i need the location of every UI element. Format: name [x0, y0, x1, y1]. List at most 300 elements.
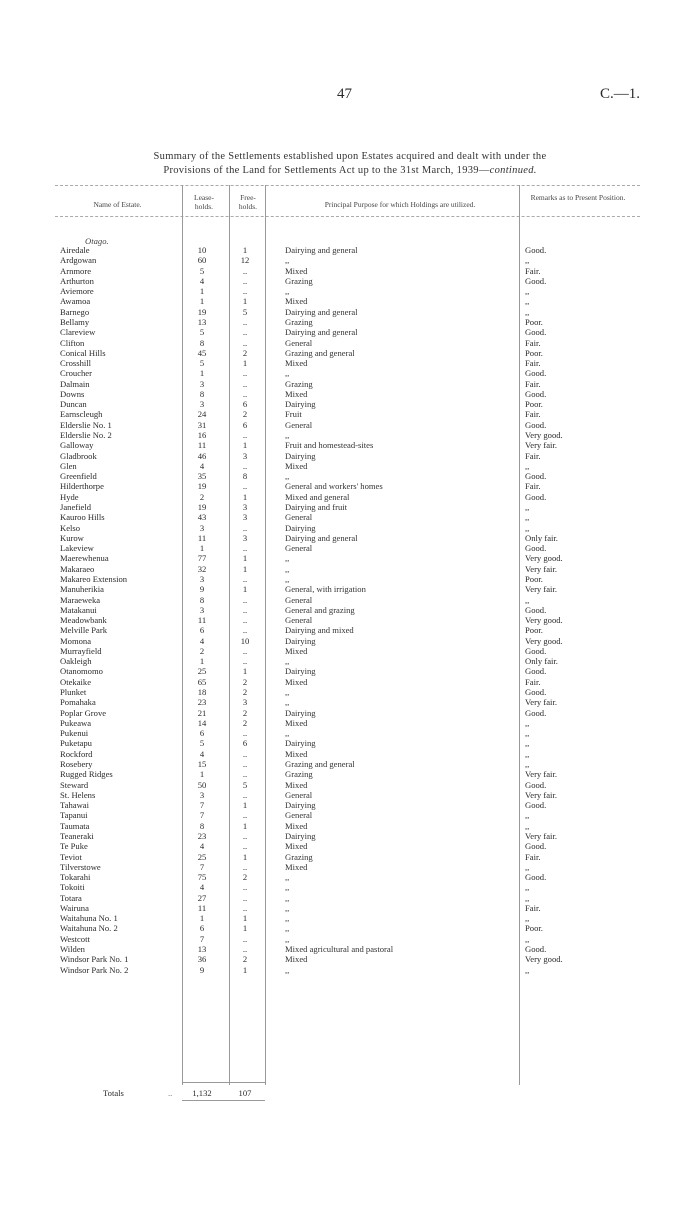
- leaseholds: 7: [199, 800, 205, 811]
- freeholds: 2: [242, 347, 248, 358]
- purpose: General: [285, 543, 313, 554]
- purpose: Mixed: [285, 676, 308, 687]
- estate-name: Duncan: [60, 399, 87, 410]
- leaseholds: 18: [197, 687, 207, 698]
- purpose: Dairying: [285, 522, 316, 533]
- leaseholds: 4: [199, 275, 205, 286]
- totals-rule: [182, 1082, 265, 1083]
- leaseholds: 75: [197, 872, 207, 883]
- table-row: [0, 656, 700, 666]
- table-row: [0, 451, 700, 461]
- remarks: Good.: [525, 687, 547, 698]
- estate-name: Earnscleugh: [60, 409, 103, 420]
- freeholds: 1: [242, 563, 248, 574]
- estate-name: Elderslie No. 1: [60, 419, 112, 430]
- purpose: Dairying: [285, 450, 316, 461]
- estate-name: Croucher: [60, 368, 92, 379]
- purpose: ,,: [285, 255, 290, 266]
- freeholds: 12: [240, 255, 250, 266]
- purpose: Mixed: [285, 265, 308, 276]
- purpose: Dairying: [285, 635, 316, 646]
- table-row: [0, 327, 700, 337]
- table-row: [0, 440, 700, 450]
- table-row: [0, 913, 700, 923]
- estate-name: Elderslie No. 2: [60, 430, 112, 441]
- table-row: [0, 543, 700, 553]
- freeholds: ..: [242, 368, 248, 379]
- table-row: [0, 831, 700, 841]
- remarks: Very good.: [525, 430, 563, 441]
- leaseholds: 8: [199, 337, 205, 348]
- purpose: Mixed: [285, 358, 308, 369]
- table-row: [0, 646, 700, 656]
- leaseholds: 7: [199, 861, 205, 872]
- freeholds: ..: [242, 933, 248, 944]
- leaseholds: 3: [199, 789, 205, 800]
- estate-name: Westcott: [60, 933, 90, 944]
- table-row: [0, 872, 700, 882]
- purpose: General: [285, 594, 313, 605]
- leaseholds: 3: [199, 378, 205, 389]
- table-row: [0, 687, 700, 697]
- remarks: ,,: [525, 460, 530, 471]
- page-number: 47: [337, 86, 352, 102]
- table-row: [0, 749, 700, 759]
- freeholds: ..: [242, 286, 248, 297]
- table-row: [0, 605, 700, 615]
- leaseholds: 1: [199, 286, 205, 297]
- purpose: ,,: [285, 656, 290, 667]
- purpose: Grazing and general: [285, 347, 355, 358]
- purpose: Dairying and general: [285, 532, 358, 543]
- freeholds: ..: [242, 378, 248, 389]
- estate-name: Otekaike: [60, 676, 92, 687]
- table-row: [0, 481, 700, 491]
- purpose: ,,: [285, 471, 290, 482]
- purpose: ,,: [285, 697, 290, 708]
- purpose: Mixed: [285, 841, 308, 852]
- leaseholds: 4: [199, 460, 205, 471]
- leaseholds: 16: [197, 430, 207, 441]
- remarks: ,,: [525, 502, 530, 512]
- table-row: [0, 841, 700, 851]
- table-row: [0, 759, 700, 769]
- table-row: [0, 409, 700, 419]
- freeholds: ..: [242, 861, 248, 872]
- header-name: Name of Estate.: [93, 200, 142, 209]
- remarks: Good.: [525, 944, 547, 955]
- freeholds: ..: [242, 430, 248, 441]
- table-row: [0, 718, 700, 728]
- freeholds: ..: [242, 830, 248, 841]
- estate-name: Oakleigh: [60, 656, 92, 667]
- purpose: Mixed: [285, 779, 308, 790]
- remarks: Good.: [525, 841, 547, 852]
- purpose: ,,: [285, 563, 290, 574]
- leaseholds: 19: [197, 306, 207, 317]
- table-row: [0, 574, 700, 584]
- table-row: [0, 512, 700, 522]
- leaseholds: 11: [197, 532, 207, 543]
- freeholds: 1: [242, 913, 248, 924]
- table-row: [0, 338, 700, 348]
- table-row: [0, 615, 700, 625]
- remarks: Good.: [525, 275, 547, 286]
- table-title: [40, 150, 660, 178]
- remarks: Good.: [525, 645, 547, 656]
- estate-name: Pukenui: [60, 728, 89, 739]
- header-freeholds: Free-holds.: [238, 193, 258, 211]
- freeholds: 6: [242, 419, 248, 430]
- leaseholds: 6: [199, 625, 205, 636]
- estate-name: Tahawai: [60, 800, 89, 811]
- freeholds: 2: [242, 707, 248, 718]
- freeholds: 10: [240, 635, 250, 646]
- estate-name: Conical Hills: [60, 347, 106, 358]
- remarks: Very good.: [525, 615, 563, 626]
- leaseholds: 1: [199, 296, 205, 307]
- table-row: [0, 389, 700, 399]
- purpose: Grazing: [285, 851, 313, 862]
- leaseholds: 4: [199, 841, 205, 852]
- leaseholds: 50: [197, 779, 207, 790]
- freeholds: ..: [242, 604, 248, 615]
- freeholds: 1: [242, 923, 248, 934]
- estate-name: Downs: [60, 388, 85, 399]
- table-row: [0, 317, 700, 327]
- estate-name: Kelso: [60, 522, 81, 533]
- estate-name: Lakeview: [60, 543, 94, 554]
- purpose: Grazing: [285, 378, 313, 389]
- remarks: Very fair.: [525, 584, 557, 595]
- leaseholds: 77: [197, 553, 207, 564]
- freeholds: ..: [242, 892, 248, 903]
- remarks: Fair.: [525, 378, 541, 389]
- estate-name: Plunket: [60, 687, 87, 698]
- remarks: ,,: [525, 892, 530, 903]
- table-row: [0, 852, 700, 862]
- leaseholds: 35: [197, 471, 207, 482]
- table-row: [0, 533, 700, 543]
- freeholds: ..: [242, 841, 248, 852]
- freeholds: ..: [242, 944, 248, 955]
- leaseholds: 1: [199, 543, 205, 554]
- estate-name: Clifton: [60, 337, 85, 348]
- purpose: ,,: [285, 728, 290, 739]
- remarks: ,,: [525, 728, 530, 739]
- table-row: [0, 358, 700, 368]
- freeholds: ..: [242, 769, 248, 780]
- freeholds: ..: [242, 615, 248, 626]
- purpose: Dairying and fruit: [285, 502, 348, 512]
- section-label: Otago.: [85, 236, 109, 246]
- table-row: [0, 266, 700, 276]
- freeholds: 2: [242, 872, 248, 883]
- freeholds: 6: [242, 738, 248, 749]
- freeholds: 1: [242, 964, 248, 975]
- table-row: [0, 430, 700, 440]
- purpose: Dairying and general: [285, 245, 358, 255]
- purpose: General and grazing: [285, 604, 355, 615]
- totals-leaseholds: 1,132: [192, 1088, 212, 1098]
- estate-name: Wairuna: [60, 902, 89, 913]
- remarks: ,,: [525, 717, 530, 728]
- freeholds: ..: [242, 810, 248, 821]
- purpose: Dairying: [285, 738, 316, 749]
- leaseholds: 32: [197, 563, 207, 574]
- remarks: Fair.: [525, 851, 541, 862]
- remarks: ,,: [525, 748, 530, 759]
- estate-name: Maraeweka: [60, 594, 101, 605]
- freeholds: 2: [242, 954, 248, 965]
- remarks: Fair.: [525, 902, 541, 913]
- purpose: Grazing and general: [285, 759, 355, 769]
- purpose: ,,: [285, 882, 290, 893]
- freeholds: ..: [242, 388, 248, 399]
- remarks: Good.: [525, 666, 547, 677]
- purpose: ,,: [285, 892, 290, 903]
- estate-name: Waitahuna No. 1: [60, 913, 118, 924]
- freeholds: 1: [242, 820, 248, 831]
- purpose: Mixed: [285, 645, 308, 656]
- table-row: [0, 697, 700, 707]
- table-row: [0, 595, 700, 605]
- freeholds: 5: [242, 779, 248, 790]
- leaseholds: 3: [199, 573, 205, 584]
- remarks: Very fair.: [525, 697, 557, 708]
- purpose: Grazing: [285, 316, 313, 327]
- purpose: General: [285, 615, 313, 626]
- table-row: [0, 584, 700, 594]
- remarks: Good.: [525, 388, 547, 399]
- freeholds: ..: [242, 656, 248, 667]
- freeholds: ..: [242, 748, 248, 759]
- leaseholds: 4: [199, 748, 205, 759]
- table-row: [0, 954, 700, 964]
- remarks: Poor.: [525, 573, 543, 584]
- leaseholds: 7: [199, 933, 205, 944]
- purpose: Mixed: [285, 460, 308, 471]
- estate-name: Arnmore: [60, 265, 92, 276]
- purpose: ,,: [285, 902, 290, 913]
- table-row: [0, 286, 700, 296]
- estate-name: Kurow: [60, 532, 84, 543]
- freeholds: ..: [242, 594, 248, 605]
- table-row: [0, 379, 700, 389]
- estate-name: Teviot: [60, 851, 82, 862]
- title-line-2: Provisions of the Land for Settlements Act up to the 31st March, 1939—continued.: [163, 165, 537, 176]
- purpose: ,,: [285, 933, 290, 944]
- leaseholds: 24: [197, 409, 207, 420]
- purpose: Dairying: [285, 666, 316, 677]
- freeholds: ..: [242, 645, 248, 656]
- remarks: ,,: [525, 306, 530, 317]
- estate-name: Windsor Park No. 1: [60, 954, 129, 965]
- estate-name: Gladbrook: [60, 450, 97, 461]
- remarks: ,,: [525, 738, 530, 749]
- remarks: ,,: [525, 286, 530, 297]
- leaseholds: 65: [197, 676, 207, 687]
- remarks: ,,: [525, 933, 530, 944]
- estate-name: Waitahuna No. 2: [60, 923, 118, 934]
- remarks: ,,: [525, 296, 530, 307]
- estate-name: Bellamy: [60, 316, 90, 327]
- table-row: [0, 276, 700, 286]
- remarks: Fair.: [525, 409, 541, 420]
- estate-name: Momona: [60, 635, 92, 646]
- freeholds: ..: [242, 625, 248, 636]
- remarks: ,,: [525, 964, 530, 975]
- leaseholds: 1: [199, 368, 205, 379]
- freeholds: ..: [242, 337, 248, 348]
- leaseholds: 60: [197, 255, 207, 266]
- estate-name: Maerewhenua: [60, 553, 109, 564]
- leaseholds: 13: [197, 316, 207, 327]
- estate-name: Crosshill: [60, 358, 92, 369]
- header-leaseholds: Lease-holds.: [194, 193, 214, 211]
- leaseholds: 3: [199, 604, 205, 615]
- remarks: Very good.: [525, 553, 563, 564]
- estate-name: Poplar Grove: [60, 707, 107, 718]
- leaseholds: 4: [199, 635, 205, 646]
- remarks: Good.: [525, 779, 547, 790]
- leaseholds: 6: [199, 728, 205, 739]
- purpose: Dairying and mixed: [285, 625, 354, 636]
- estate-name: Wilden: [60, 944, 85, 955]
- leaseholds: 1: [199, 656, 205, 667]
- remarks: Fair.: [525, 358, 541, 369]
- purpose: Mixed: [285, 748, 308, 759]
- remarks: Good.: [525, 471, 547, 482]
- remarks: Good.: [525, 800, 547, 811]
- purpose: Mixed agricultural and pastoral: [285, 944, 394, 955]
- freeholds: 1: [242, 245, 248, 255]
- estate-name: Barnego: [60, 306, 90, 317]
- freeholds: ..: [242, 882, 248, 893]
- freeholds: ..: [242, 759, 248, 769]
- purpose: Mixed: [285, 717, 308, 728]
- leaseholds: 23: [197, 697, 207, 708]
- leaseholds: 43: [197, 512, 207, 523]
- estate-name: Steward: [60, 779, 89, 790]
- table-row: [0, 564, 700, 574]
- leaseholds: 14: [197, 717, 207, 728]
- freeholds: 3: [242, 697, 248, 708]
- leaseholds: 11: [197, 615, 207, 626]
- freeholds: 5: [242, 306, 248, 317]
- table-row: [0, 348, 700, 358]
- remarks: Only fair.: [525, 656, 558, 667]
- table-row: [0, 728, 700, 738]
- purpose: Dairying: [285, 830, 316, 841]
- table-row: [0, 934, 700, 944]
- remarks: ,,: [525, 594, 530, 605]
- table-row: [0, 296, 700, 306]
- purpose: General: [285, 419, 313, 430]
- table-row: [0, 245, 700, 255]
- freeholds: 1: [242, 553, 248, 564]
- remarks: Fair.: [525, 481, 541, 492]
- leaseholds: 6: [199, 923, 205, 934]
- table-row: [0, 399, 700, 409]
- totals-label: Totals: [103, 1088, 124, 1098]
- estate-name: Rugged Ridges: [60, 769, 113, 780]
- purpose: Dairying: [285, 707, 316, 718]
- freeholds: ..: [242, 522, 248, 533]
- totals-dots: ..: [168, 1088, 173, 1098]
- estate-name: Taumata: [60, 820, 90, 831]
- leaseholds: 9: [199, 964, 205, 975]
- totals-rule-bottom: [182, 1100, 265, 1101]
- purpose: Mixed and general: [285, 491, 350, 502]
- leaseholds: 1: [199, 913, 205, 924]
- remarks: Very fair.: [525, 789, 557, 800]
- table-row: [0, 368, 700, 378]
- leaseholds: 45: [197, 347, 207, 358]
- freeholds: 3: [242, 532, 248, 543]
- estate-name: Greenfield: [60, 471, 97, 482]
- remarks: Good.: [525, 707, 547, 718]
- estate-name: Hyde: [60, 491, 79, 502]
- remarks: Good.: [525, 604, 547, 615]
- leaseholds: 25: [197, 851, 207, 862]
- estate-name: Tokoiti: [60, 882, 85, 893]
- header-remarks: Remarks as to Present Position.: [530, 193, 626, 202]
- purpose: Dairying: [285, 800, 316, 811]
- estate-name: Pukeawa: [60, 717, 92, 728]
- remarks: Good.: [525, 327, 547, 338]
- leaseholds: 5: [199, 738, 205, 749]
- remarks: Very good.: [525, 954, 563, 965]
- remarks: Good.: [525, 543, 547, 554]
- estate-name: Matakanui: [60, 604, 97, 615]
- remarks: Good.: [525, 491, 547, 502]
- purpose: Mixed: [285, 861, 308, 872]
- leaseholds: 1: [199, 769, 205, 780]
- purpose: Mixed: [285, 954, 308, 965]
- purpose: General, with irrigation: [285, 584, 366, 595]
- table-row: [0, 553, 700, 563]
- table-row: [0, 769, 700, 779]
- purpose: ,,: [285, 913, 290, 924]
- purpose: Mixed: [285, 388, 308, 399]
- leaseholds: 11: [197, 440, 207, 451]
- estate-name: Arthurton: [60, 275, 94, 286]
- purpose: ,,: [285, 687, 290, 698]
- estate-name: Awamoa: [60, 296, 91, 307]
- table-row: [0, 862, 700, 872]
- leaseholds: 3: [199, 399, 205, 410]
- table-row: [0, 882, 700, 892]
- remarks: Good.: [525, 368, 547, 379]
- table-row: [0, 666, 700, 676]
- estate-name: Glen: [60, 460, 77, 471]
- remarks: ,,: [525, 522, 530, 533]
- estate-name: Windsor Park No. 2: [60, 964, 129, 975]
- purpose: ,,: [285, 872, 290, 883]
- remarks: Very fair.: [525, 563, 557, 574]
- estate-name: Rosebery: [60, 759, 93, 769]
- leaseholds: 19: [197, 481, 207, 492]
- freeholds: 1: [242, 440, 248, 451]
- remarks: Good.: [525, 419, 547, 430]
- table-row: [0, 790, 700, 800]
- leaseholds: 25: [197, 666, 207, 677]
- leaseholds: 9: [199, 584, 205, 595]
- leaseholds: 3: [199, 522, 205, 533]
- table-row: [0, 923, 700, 933]
- table-row: [0, 502, 700, 512]
